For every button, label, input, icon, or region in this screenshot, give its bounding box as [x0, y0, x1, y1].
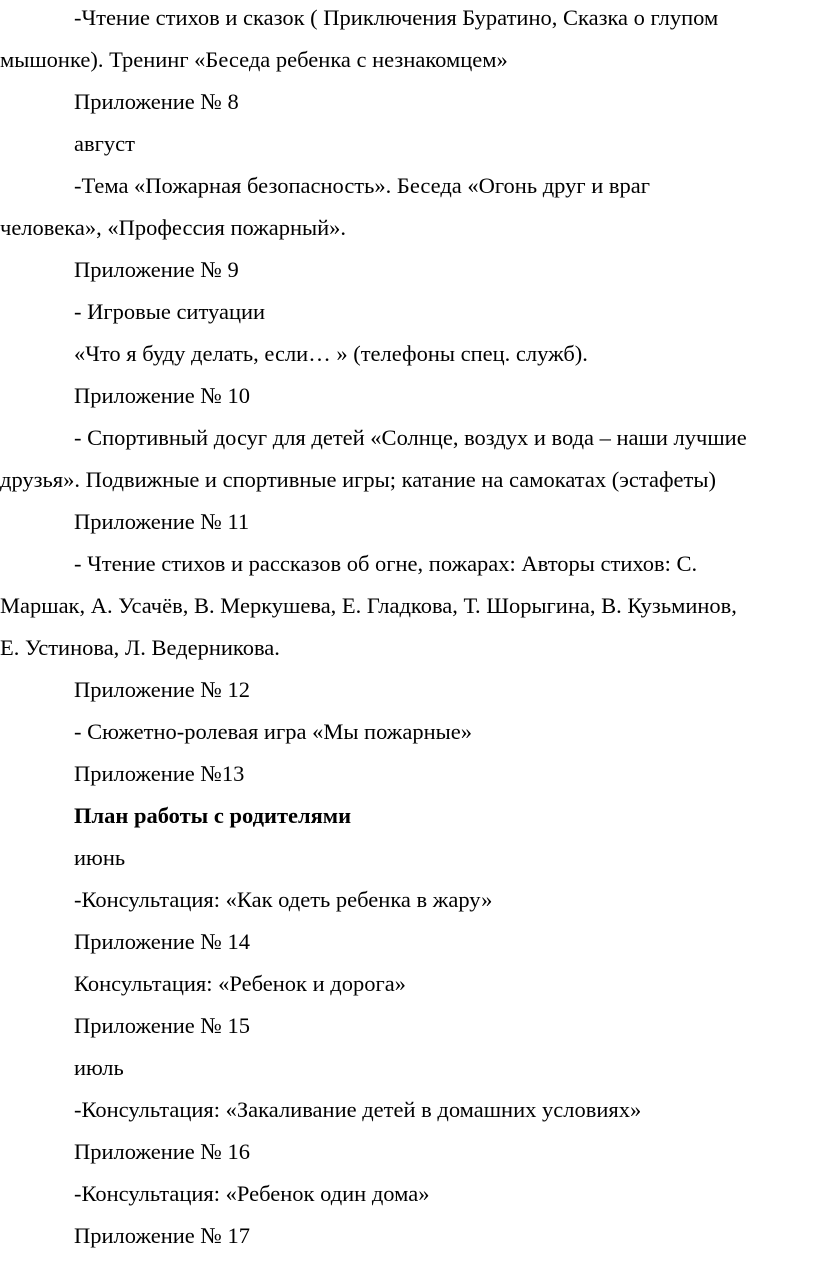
text-line: - Игровые ситуации [74, 299, 266, 324]
month-heading: июнь [74, 845, 126, 870]
text-line: -Консультация: «Как одеть ребенка в жару» [74, 887, 493, 912]
text-line: Маршак, А. Усачёв, В. Меркушева, Е. Гладкова, Т. Шорыгина, В. Кузьминов, [0, 593, 737, 618]
appendix-ref: Приложение № 14 [74, 929, 250, 954]
month-heading: июль [74, 1055, 124, 1080]
text-line: человека», «Профессия пожарный». [0, 215, 347, 240]
appendix-ref: Приложение № 9 [74, 257, 239, 282]
appendix-ref: Приложение №13 [74, 761, 245, 786]
text-line: мышонке). Тренинг «Беседа ребенка с незнакомцем» [0, 47, 508, 72]
text-line: Е. Устинова, Л. Ведерникова. [0, 635, 280, 660]
appendix-ref: Приложение № 15 [74, 1013, 250, 1038]
appendix-ref: Приложение № 8 [74, 89, 239, 114]
text-line: - Спортивный досуг для детей «Солнце, воздух и вода – наши лучшие [74, 425, 747, 450]
text-line: «Что я буду делать, если… » (телефоны спец. служб). [74, 341, 588, 366]
appendix-ref: Приложение № 17 [74, 1223, 250, 1248]
appendix-ref: Приложение № 10 [74, 383, 250, 408]
text-line: друзья». Подвижные и спортивные игры; катание на самокатах (эстафеты) [0, 467, 716, 492]
text-line: - Чтение стихов и рассказов об огне, пожарах: Авторы стихов: С. [74, 551, 698, 576]
text-line: -Консультация: «Ребенок один дома» [74, 1181, 430, 1206]
text-line: -Консультация: «Закаливание детей в домашних условиях» [74, 1097, 642, 1122]
section-heading: План работы с родителями [74, 803, 352, 828]
appendix-ref: Приложение № 11 [74, 509, 250, 534]
text-line: -Тема «Пожарная безопасность». Беседа «Огонь друг и враг [74, 173, 650, 198]
appendix-ref: Приложение № 16 [74, 1139, 250, 1164]
month-heading: август [74, 131, 135, 156]
text-line: Консультация: «Ребенок и дорога» [74, 971, 406, 996]
text-line: - Сюжетно-ролевая игра «Мы пожарные» [74, 719, 472, 744]
appendix-ref: Приложение № 12 [74, 677, 250, 702]
text-line: -Чтение стихов и сказок ( Приключения Буратино, Сказка о глупом [74, 5, 719, 30]
